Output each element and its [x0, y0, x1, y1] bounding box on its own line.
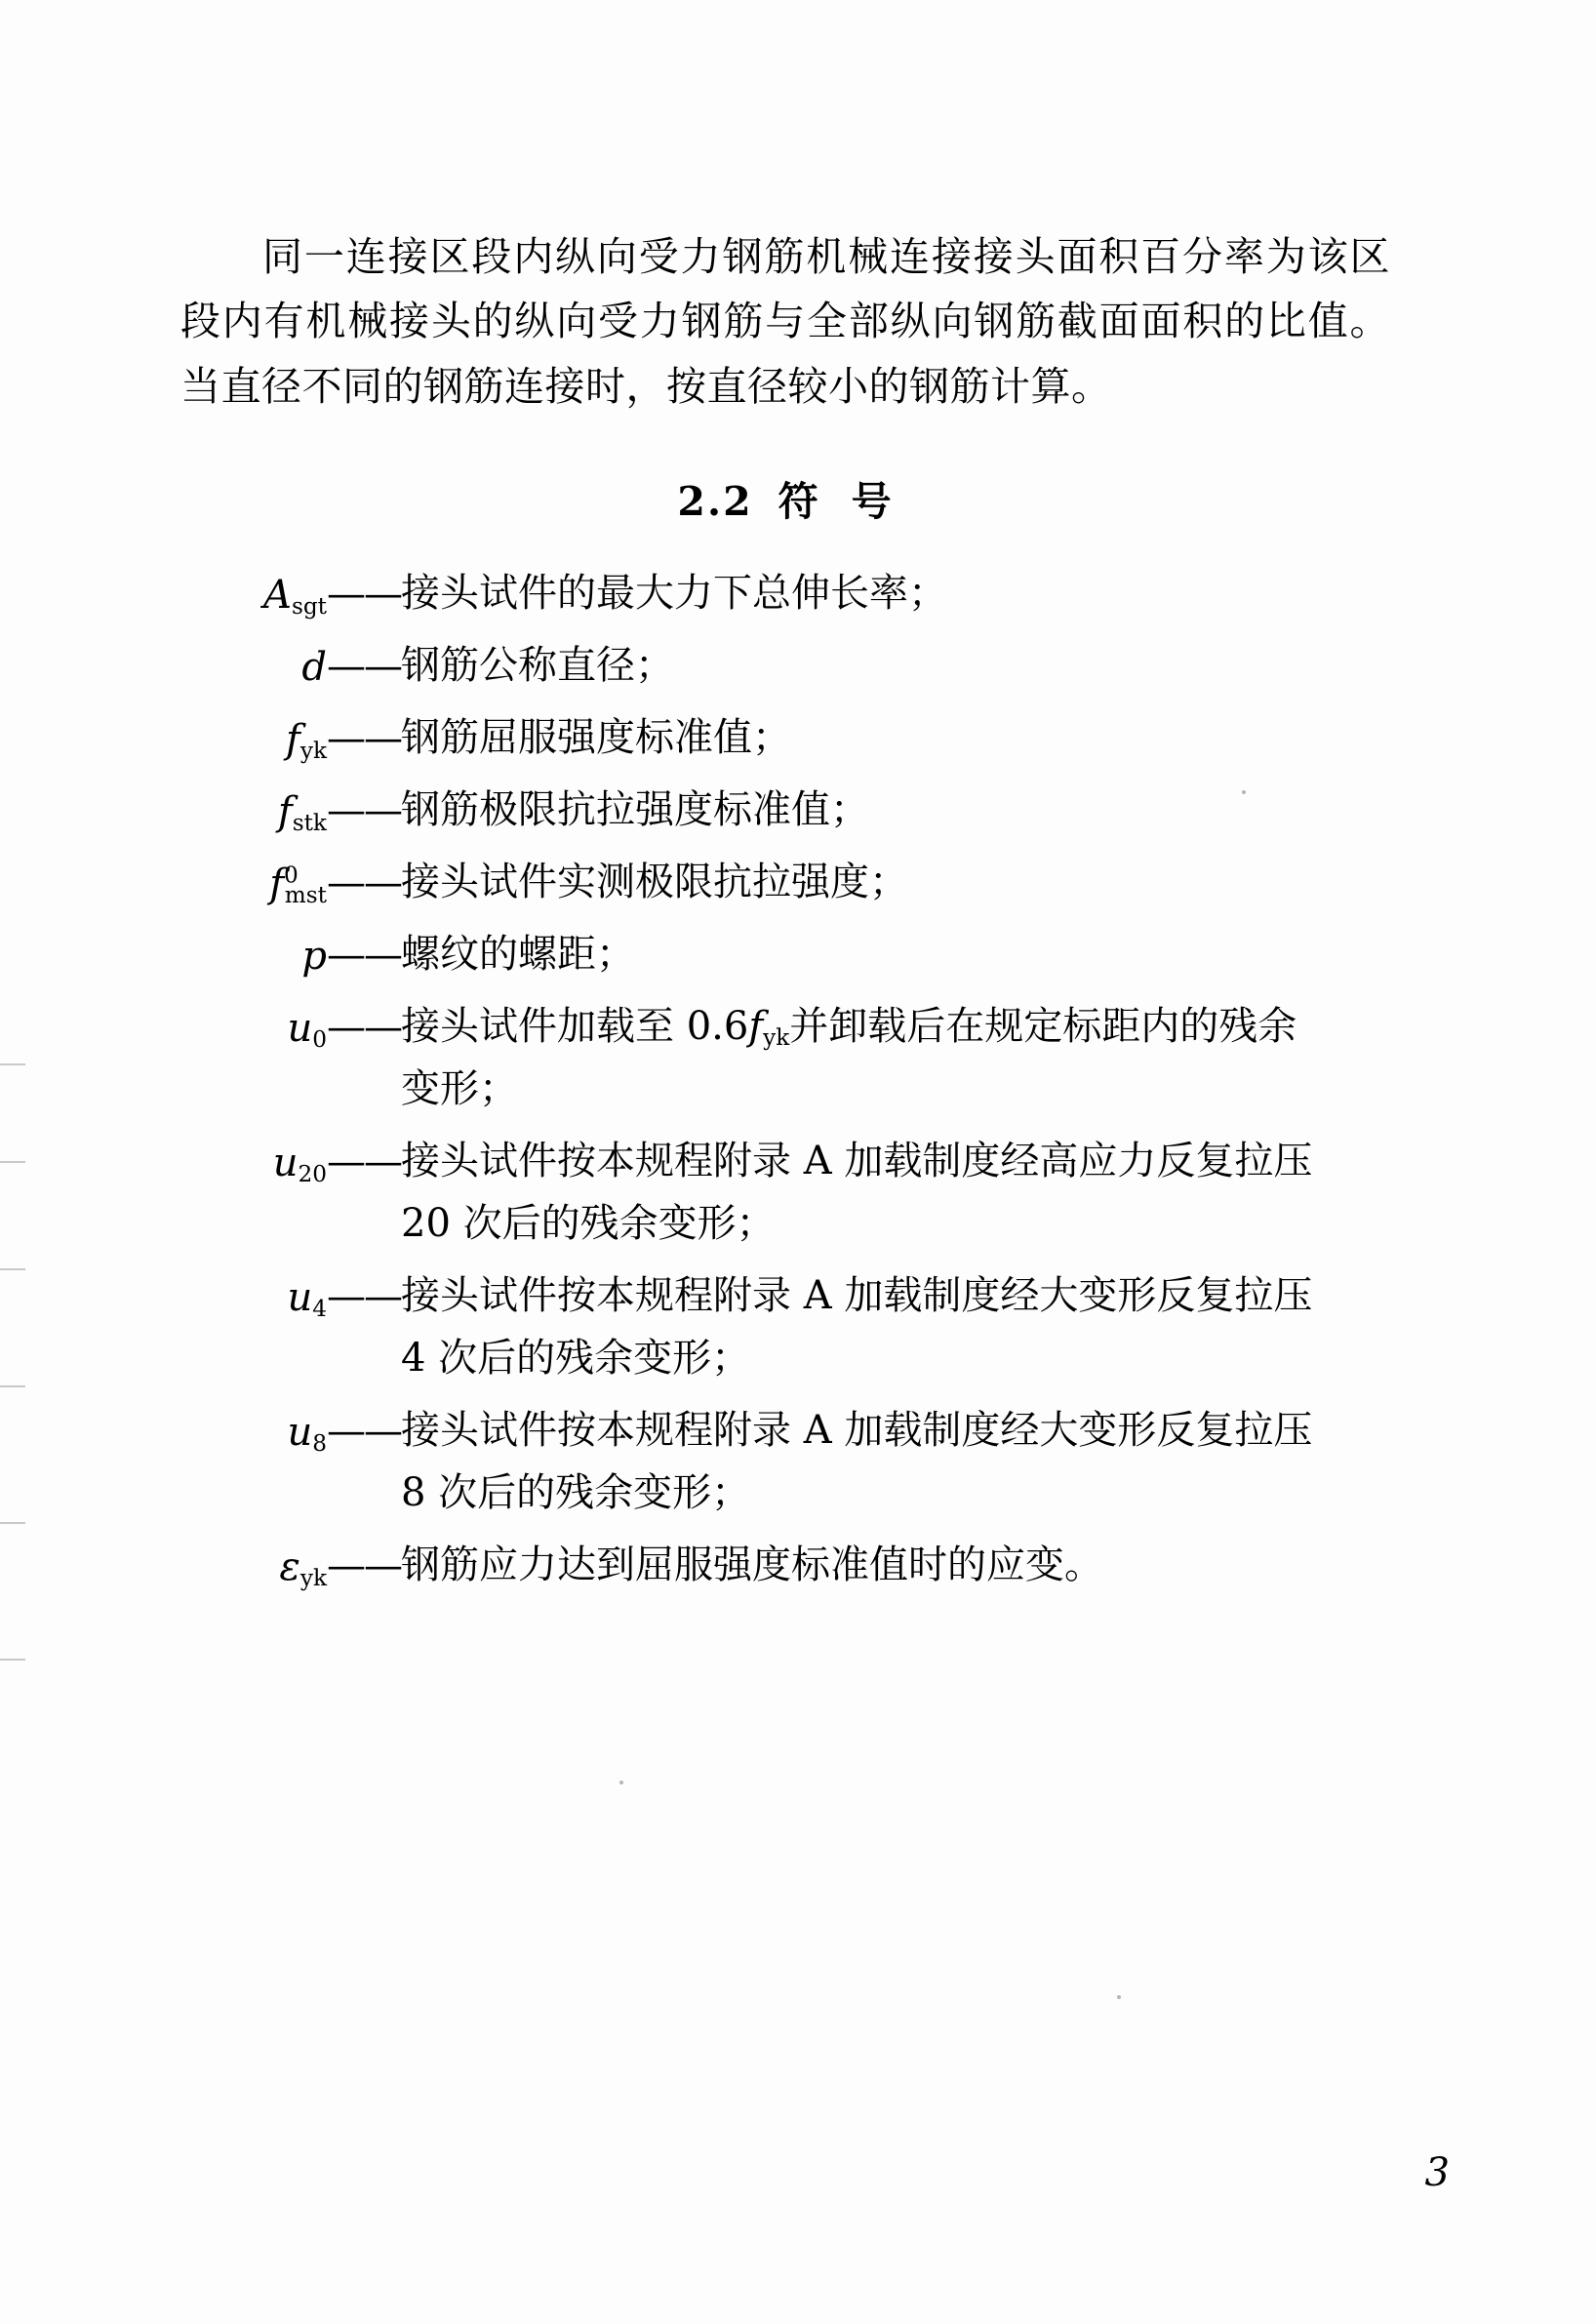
- symbol-definition: 接头试件按本规程附录 A 加载制度经大变形反复拉压 8 次后的残余变形；: [401, 1399, 1390, 1524]
- symbol-key: $u_0$: [287, 1006, 327, 1054]
- scan-speck: [619, 1781, 623, 1784]
- symbol-dash: ——: [327, 861, 401, 906]
- symbol-definition: 螺纹的螺距；: [401, 932, 635, 978]
- scan-edge-mark: [0, 1268, 25, 1270]
- section-title-char-2: 号: [851, 478, 894, 526]
- symbol-definition: 接头试件加载至 $0.6f_{yk}$并卸载后在规定标距内的残余 变形；: [401, 995, 1390, 1120]
- symbol-entry: [180, 923, 1390, 985]
- symbol-list: [180, 562, 1390, 1596]
- symbol-dash: ——: [327, 788, 401, 834]
- symbol-key: p: [301, 934, 327, 980]
- symbol-key: $f^0_{mst}$: [269, 861, 327, 909]
- intro-paragraph: 同一连接区段内纵向受力钢筋机械连接接头面积百分率为该区段内有机械接头的纵向受力钢筋与全部纵向钢筋截面面积的比值。当直径不同的钢筋连接时，按直径较小的钢筋计算。: [180, 233, 1390, 410]
- scan-edge-mark: [0, 1161, 25, 1163]
- symbol-entry: [180, 779, 1390, 841]
- section-heading: [180, 469, 1390, 527]
- symbol-dash: ——: [327, 716, 401, 762]
- symbol-definition: 接头试件实测极限抗拉强度；: [401, 860, 908, 905]
- symbol-key: $f_{yk}$: [286, 717, 327, 765]
- symbol-entry: [180, 1399, 1390, 1524]
- symbol-dash: ——: [327, 1543, 401, 1589]
- symbol-definition: 钢筋公称直径；: [401, 643, 674, 689]
- page-number: 3: [1424, 2150, 1450, 2195]
- symbol-key: $u_4$: [287, 1275, 327, 1323]
- symbol-entry: [180, 1264, 1390, 1389]
- symbol-entry: [180, 1534, 1390, 1596]
- symbol-key: $\varepsilon_{yk}$: [279, 1544, 327, 1592]
- page-content: [180, 224, 1390, 1606]
- symbol-dash: ——: [327, 1140, 401, 1185]
- scan-edge-mark: [0, 1522, 25, 1524]
- symbol-key: $u_8$: [287, 1410, 327, 1458]
- symbol-key: $f_{stk}$: [277, 789, 327, 837]
- scan-edge-mark: [0, 1063, 25, 1065]
- symbol-key: d: [301, 645, 327, 691]
- symbol-definition-continuation: 4 次后的残余变形；: [401, 1336, 751, 1382]
- symbol-definition: 接头试件的最大力下总伸长率；: [401, 571, 947, 617]
- symbol-dash: ——: [327, 1409, 401, 1455]
- symbol-definition: 钢筋极限抗拉强度标准值；: [401, 787, 869, 833]
- section-title-char-1: 符: [778, 478, 852, 526]
- symbol-key: $u_{20}$: [272, 1141, 327, 1188]
- symbol-dash: ——: [327, 644, 401, 690]
- scan-speck: [1117, 1995, 1121, 1999]
- symbol-dash: ——: [327, 1274, 401, 1320]
- symbol-definition-continuation: 20 次后的残余变形；: [401, 1201, 776, 1247]
- symbol-definition: 钢筋屈服强度标准值；: [401, 715, 791, 761]
- symbol-definition: 钢筋应力达到屈服强度标准值时的应变。: [401, 1543, 1103, 1588]
- symbol-entry: [180, 1130, 1390, 1255]
- symbol-dash: ——: [327, 933, 401, 979]
- symbol-entry: [180, 634, 1390, 697]
- symbol-dash: ——: [327, 572, 401, 618]
- symbol-entry: [180, 562, 1390, 624]
- symbol-definition-continuation: 变形；: [401, 1066, 518, 1112]
- symbol-key: $A_{sgt}$: [263, 573, 327, 621]
- symbol-definition: 接头试件按本规程附录 A 加载制度经大变形反复拉压 4 次后的残余变形；: [401, 1264, 1390, 1389]
- scan-edge-mark: [0, 1659, 25, 1661]
- symbol-definition: 接头试件按本规程附录 A 加载制度经高应力反复拉压 20 次后的残余变形；: [401, 1130, 1390, 1255]
- symbol-entry: [180, 995, 1390, 1120]
- symbol-entry: [180, 706, 1390, 769]
- symbol-dash: ——: [327, 1005, 401, 1051]
- symbol-entry: [180, 851, 1390, 913]
- symbol-definition-continuation: 8 次后的残余变形；: [401, 1470, 751, 1516]
- section-number: 2.2: [677, 478, 753, 526]
- inline-italic-symbol: $f_{yk}$: [748, 1004, 790, 1052]
- scan-edge-mark: [0, 1385, 25, 1387]
